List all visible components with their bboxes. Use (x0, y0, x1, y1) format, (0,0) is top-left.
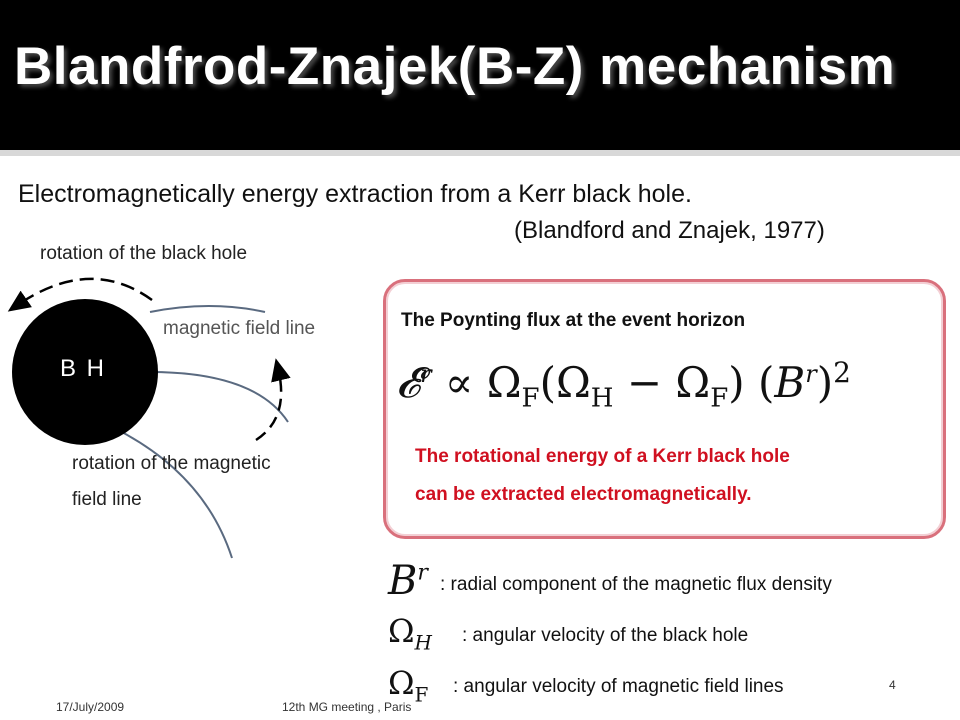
symbol-br: $B^r$ (388, 558, 428, 604)
symbol-omega-h: $\Omega_H$ (388, 612, 432, 655)
red-text-line-1: The rotational energy of a Kerr black hole (415, 446, 790, 467)
rotation-field-line-label-1: rotation of the magnetic (72, 453, 271, 474)
definition-omega-f: : angular velocity of magnetic field lines (453, 676, 784, 697)
rotation-bh-label: rotation of the black hole (40, 243, 248, 264)
magnetic-field-line-label: magnetic field line (163, 318, 316, 339)
poynting-heading: The Poynting flux at the event horizon (401, 310, 746, 331)
rotation-field-arrow (256, 368, 281, 440)
title-divider (0, 150, 960, 156)
rotation-field-line-label (72, 446, 271, 518)
red-text-line-2: can be extracted electromagnetically. (415, 484, 752, 505)
field-line-1 (150, 306, 265, 312)
reference: (Blandford and Znajek, 1977) (514, 217, 825, 244)
field-line-2 (150, 372, 288, 422)
rotational-energy-text (415, 438, 790, 514)
definition-omega-h: : angular velocity of the black hole (462, 625, 749, 646)
footer-date: 17/July/2009 (56, 700, 125, 714)
footer-meeting: 12th MG meeting , Paris (282, 700, 412, 714)
subtitle: Electromagnetically energy extraction from a Kerr black hole. (18, 180, 692, 208)
symbol-omega-f: $\Omega_F$ (388, 664, 429, 707)
title-bar (0, 0, 960, 150)
black-hole-label: B H (60, 355, 107, 382)
bz-diagram (0, 260, 380, 570)
poynting-formula: 𝓔$^r$ ∝ $\Omega_F(\Omega_H - \Omega_F)$ $(B^r)^2$ (396, 356, 851, 414)
slide-title: Blandfrod-Znajek(B-Z) mechanism (14, 37, 896, 96)
rotation-field-line-label-2: field line (72, 489, 142, 510)
page-number: 4 (889, 678, 896, 692)
definition-br: : radial component of the magnetic flux density (440, 574, 832, 595)
